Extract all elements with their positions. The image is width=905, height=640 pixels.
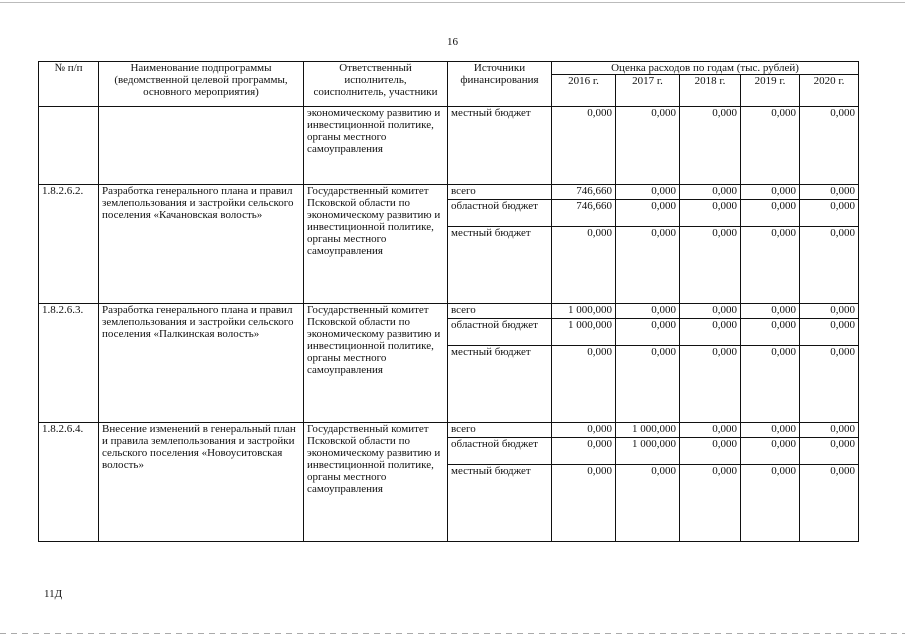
cell-value: 0,000 [800,438,859,465]
cell-executor: экономическому развитию и инвестиционной политике, органы местного самоуправления [304,107,448,185]
cell-value: 0,000 [741,319,800,346]
cell-value: 0,000 [680,465,741,542]
cell-name: Разработка генерального плана и правил землепользования и застройки сельского поселения «Качановская волость» [99,185,304,304]
cell-value: 0,000 [800,304,859,319]
scan-edge-bottom [0,633,905,634]
cell-source: всего [448,185,552,200]
cell-source: всего [448,423,552,438]
cell-value: 0,000 [552,107,616,185]
cell-value: 0,000 [680,200,741,227]
cell-num: 1.8.2.6.3. [39,304,99,423]
cell-value: 0,000 [741,200,800,227]
footer-mark: 11Д [44,588,63,600]
cell-source: местный бюджет [448,346,552,423]
table-row [39,423,859,438]
cell-value: 0,000 [616,200,680,227]
cell-value: 0,000 [552,438,616,465]
cell-value: 0,000 [741,107,800,185]
cell-value: 0,000 [616,304,680,319]
cell-value: 0,000 [616,227,680,304]
cell-value: 0,000 [800,465,859,542]
cell-source: областной бюджет [448,319,552,346]
cell-source: местный бюджет [448,107,552,185]
cell-value: 0,000 [552,465,616,542]
budget-table [38,61,859,542]
cell-value: 0,000 [552,346,616,423]
cell-value: 0,000 [741,304,800,319]
cell-value: 0,000 [616,319,680,346]
cell-value: 0,000 [800,423,859,438]
cell-value: 0,000 [741,438,800,465]
cell-value: 0,000 [680,438,741,465]
cell-value: 746,660 [552,200,616,227]
cell-value: 0,000 [616,107,680,185]
cell-value: 1 000,000 [616,438,680,465]
cell-executor: Государственный комитет Псковской области по экономическому развитию и инвестиционной политике, органы местного самоуправления [304,423,448,542]
cell-value: 0,000 [680,423,741,438]
cell-value: 0,000 [680,227,741,304]
cell-value: 1 000,000 [552,304,616,319]
page-number: 16 [447,36,458,48]
cell-num: 1.8.2.6.2. [39,185,99,304]
cell-value: 1 000,000 [616,423,680,438]
cell-source: областной бюджет [448,200,552,227]
cell-source: местный бюджет [448,227,552,304]
cell-executor: Государственный комитет Псковской области по экономическому развитию и инвестиционной политике, органы местного самоуправления [304,304,448,423]
cell-name: Внесение изменений в генеральный план и правила землепользования и застройки сельского поселения «Новоуситовская волость» [99,423,304,542]
cell-value: 0,000 [741,227,800,304]
header-year: 2017 г. [616,75,680,107]
cell-value: 0,000 [800,185,859,200]
header-year: 2016 г. [552,75,616,107]
cell-source: всего [448,304,552,319]
header-row [39,62,859,75]
cell-num [39,107,99,185]
cell-value: 0,000 [741,423,800,438]
header-executor: Ответственный исполнитель, соисполнитель, участники [304,62,448,107]
scan-edge-top [0,2,905,3]
cell-source: местный бюджет [448,465,552,542]
header-year: 2018 г. [680,75,741,107]
header-num: № п/п [39,62,99,107]
table-row [39,304,859,319]
cell-value: 0,000 [680,346,741,423]
cell-value: 0,000 [741,465,800,542]
table-row [39,107,859,185]
cell-value: 0,000 [800,107,859,185]
cell-value: 0,000 [616,465,680,542]
cell-value: 0,000 [680,185,741,200]
header-year: 2019 г. [741,75,800,107]
header-source: Источники финансирования [448,62,552,107]
cell-value: 0,000 [800,227,859,304]
table-row [39,185,859,200]
cell-value: 0,000 [552,227,616,304]
cell-name [99,107,304,185]
cell-value: 0,000 [616,185,680,200]
header-year: 2020 г. [800,75,859,107]
cell-value: 0,000 [680,319,741,346]
header-estimate: Оценка расходов по годам (тыс. рублей) [552,62,859,75]
cell-value: 0,000 [800,200,859,227]
cell-executor: Государственный комитет Псковской области по экономическому развитию и инвестиционной политике, органы местного самоуправления [304,185,448,304]
cell-value: 0,000 [552,423,616,438]
cell-name: Разработка генерального плана и правил землепользования и застройки сельского поселения «Палкинская волость» [99,304,304,423]
cell-value: 0,000 [741,185,800,200]
cell-num: 1.8.2.6.4. [39,423,99,542]
cell-value: 0,000 [800,346,859,423]
cell-value: 0,000 [616,346,680,423]
cell-source: областной бюджет [448,438,552,465]
cell-value: 0,000 [680,304,741,319]
cell-value: 0,000 [741,346,800,423]
cell-value: 0,000 [800,319,859,346]
cell-value: 0,000 [680,107,741,185]
cell-value: 1 000,000 [552,319,616,346]
cell-value: 746,660 [552,185,616,200]
header-name: Наименование подпрограммы (ведомственной целевой программы, основного мероприятия) [99,62,304,107]
